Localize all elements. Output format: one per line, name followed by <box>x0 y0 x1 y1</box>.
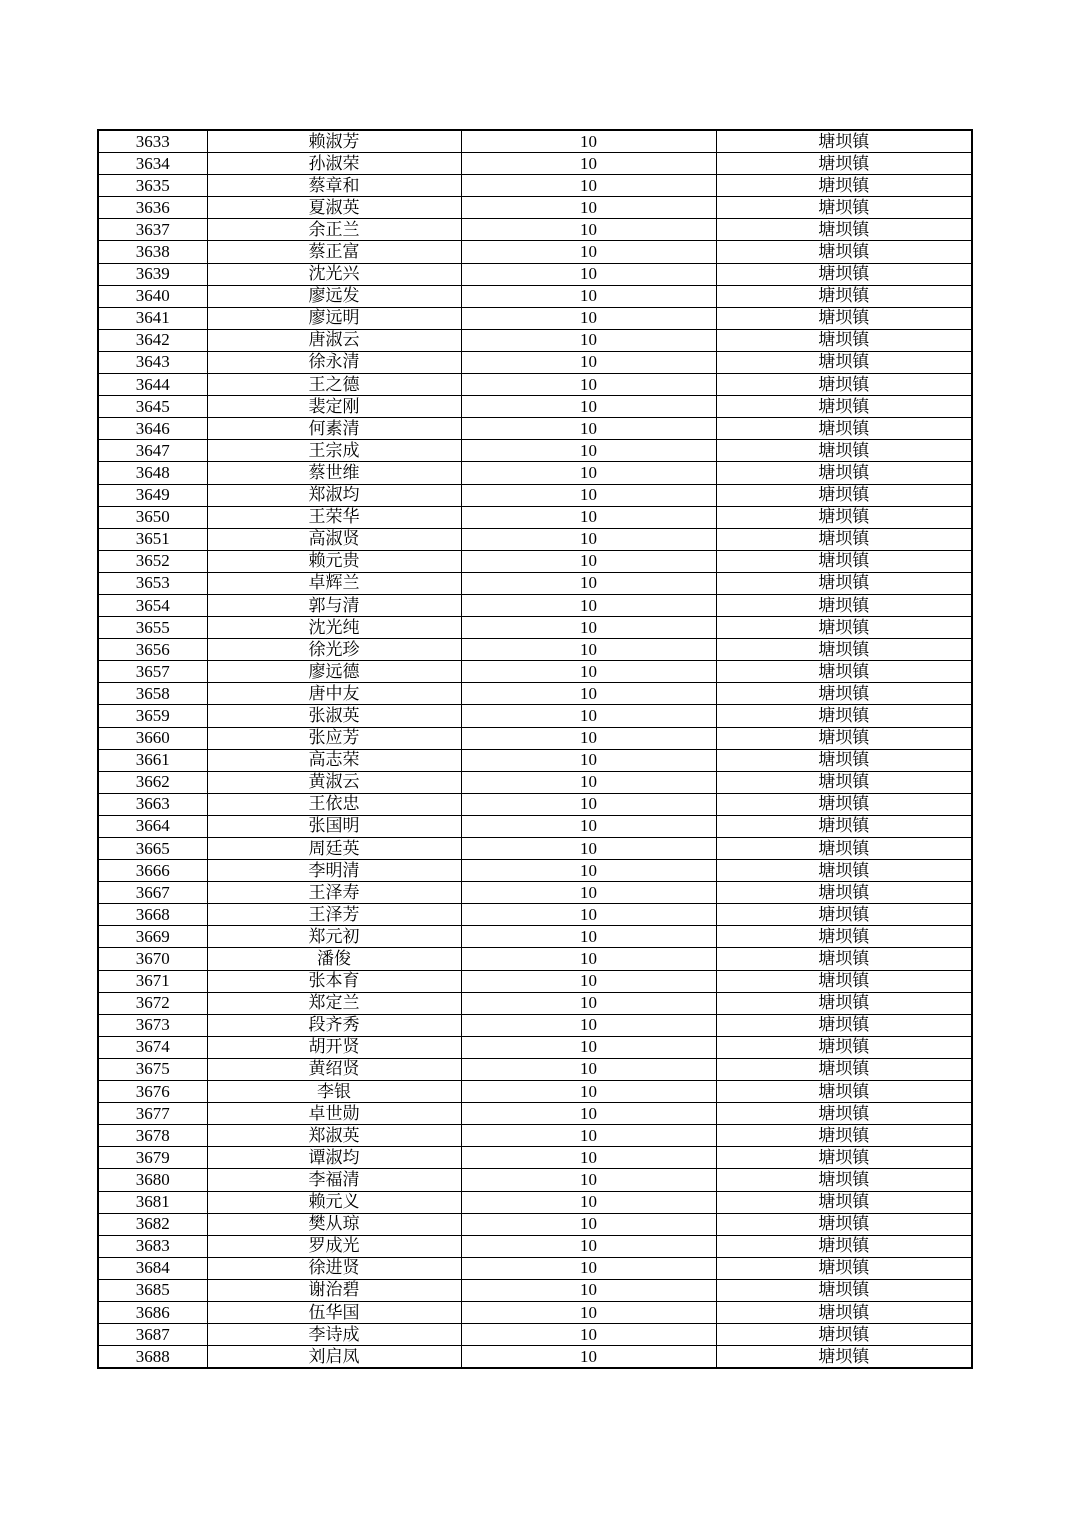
cell-amount: 10 <box>461 815 716 837</box>
cell-serial-number: 3647 <box>98 440 207 462</box>
table-row <box>98 396 972 418</box>
cell-person-name: 郑淑均 <box>207 484 461 506</box>
table-row <box>98 661 972 683</box>
cell-amount: 10 <box>461 1301 716 1323</box>
cell-serial-number: 3635 <box>98 175 207 197</box>
cell-serial-number: 3665 <box>98 838 207 860</box>
cell-amount: 10 <box>461 793 716 815</box>
table-row <box>98 329 972 351</box>
cell-town: 塘坝镇 <box>716 661 972 683</box>
cell-person-name: 王宗成 <box>207 440 461 462</box>
table-row <box>98 1125 972 1147</box>
cell-amount: 10 <box>461 175 716 197</box>
cell-person-name: 伍华国 <box>207 1301 461 1323</box>
cell-person-name: 廖远明 <box>207 307 461 329</box>
table-row <box>98 749 972 771</box>
table-row <box>98 153 972 175</box>
cell-amount: 10 <box>461 418 716 440</box>
cell-amount: 10 <box>461 528 716 550</box>
cell-amount: 10 <box>461 948 716 970</box>
cell-person-name: 王依忠 <box>207 793 461 815</box>
cell-serial-number: 3673 <box>98 1014 207 1036</box>
cell-amount: 10 <box>461 882 716 904</box>
cell-town: 塘坝镇 <box>716 1081 972 1103</box>
cell-town: 塘坝镇 <box>716 992 972 1014</box>
cell-town: 塘坝镇 <box>716 793 972 815</box>
cell-serial-number: 3683 <box>98 1235 207 1257</box>
cell-amount: 10 <box>461 1346 716 1369</box>
cell-person-name: 高淑贤 <box>207 528 461 550</box>
cell-person-name: 张本育 <box>207 970 461 992</box>
cell-person-name: 赖淑芳 <box>207 130 461 153</box>
cell-town: 塘坝镇 <box>716 926 972 948</box>
cell-amount: 10 <box>461 285 716 307</box>
table-row <box>98 440 972 462</box>
cell-town: 塘坝镇 <box>716 1125 972 1147</box>
cell-serial-number: 3671 <box>98 970 207 992</box>
cell-serial-number: 3677 <box>98 1103 207 1125</box>
cell-amount: 10 <box>461 329 716 351</box>
table-row <box>98 904 972 926</box>
cell-person-name: 郑定兰 <box>207 992 461 1014</box>
table-row <box>98 130 972 153</box>
table-row <box>98 1257 972 1279</box>
cell-town: 塘坝镇 <box>716 882 972 904</box>
cell-serial-number: 3652 <box>98 550 207 572</box>
cell-amount: 10 <box>461 970 716 992</box>
roster-table <box>97 129 973 1369</box>
cell-town: 塘坝镇 <box>716 594 972 616</box>
cell-amount: 10 <box>461 1036 716 1058</box>
cell-amount: 10 <box>461 1213 716 1235</box>
cell-town: 塘坝镇 <box>716 904 972 926</box>
table-row <box>98 307 972 329</box>
cell-serial-number: 3637 <box>98 219 207 241</box>
cell-town: 塘坝镇 <box>716 329 972 351</box>
cell-amount: 10 <box>461 1081 716 1103</box>
cell-serial-number: 3685 <box>98 1279 207 1301</box>
cell-amount: 10 <box>461 639 716 661</box>
cell-serial-number: 3638 <box>98 241 207 263</box>
cell-person-name: 郑元初 <box>207 926 461 948</box>
cell-amount: 10 <box>461 1235 716 1257</box>
cell-person-name: 刘启凤 <box>207 1346 461 1369</box>
cell-person-name: 李福清 <box>207 1169 461 1191</box>
cell-serial-number: 3674 <box>98 1036 207 1058</box>
cell-serial-number: 3656 <box>98 639 207 661</box>
cell-serial-number: 3686 <box>98 1301 207 1323</box>
cell-amount: 10 <box>461 396 716 418</box>
cell-town: 塘坝镇 <box>716 175 972 197</box>
cell-person-name: 黄淑云 <box>207 771 461 793</box>
cell-serial-number: 3636 <box>98 197 207 219</box>
cell-town: 塘坝镇 <box>716 1058 972 1080</box>
table-row <box>98 992 972 1014</box>
table-row <box>98 506 972 528</box>
cell-amount: 10 <box>461 374 716 396</box>
table-row <box>98 351 972 373</box>
cell-serial-number: 3682 <box>98 1213 207 1235</box>
table-row <box>98 1213 972 1235</box>
table-row <box>98 860 972 882</box>
cell-town: 塘坝镇 <box>716 307 972 329</box>
table-row <box>98 838 972 860</box>
cell-person-name: 何素清 <box>207 418 461 440</box>
cell-serial-number: 3651 <box>98 528 207 550</box>
cell-amount: 10 <box>461 926 716 948</box>
cell-serial-number: 3664 <box>98 815 207 837</box>
cell-town: 塘坝镇 <box>716 948 972 970</box>
cell-amount: 10 <box>461 1257 716 1279</box>
cell-amount: 10 <box>461 860 716 882</box>
table-row <box>98 617 972 639</box>
cell-person-name: 段齐秀 <box>207 1014 461 1036</box>
cell-person-name: 王荣华 <box>207 506 461 528</box>
cell-town: 塘坝镇 <box>716 219 972 241</box>
cell-person-name: 高志荣 <box>207 749 461 771</box>
cell-person-name: 赖元贵 <box>207 550 461 572</box>
cell-amount: 10 <box>461 130 716 153</box>
cell-serial-number: 3642 <box>98 329 207 351</box>
table-row <box>98 1324 972 1346</box>
table-row <box>98 1279 972 1301</box>
cell-amount: 10 <box>461 838 716 860</box>
cell-person-name: 蔡正富 <box>207 241 461 263</box>
cell-amount: 10 <box>461 683 716 705</box>
cell-serial-number: 3640 <box>98 285 207 307</box>
cell-serial-number: 3681 <box>98 1191 207 1213</box>
table-row <box>98 882 972 904</box>
cell-town: 塘坝镇 <box>716 440 972 462</box>
cell-town: 塘坝镇 <box>716 617 972 639</box>
cell-person-name: 裴定刚 <box>207 396 461 418</box>
cell-serial-number: 3676 <box>98 1081 207 1103</box>
cell-town: 塘坝镇 <box>716 1103 972 1125</box>
cell-amount: 10 <box>461 263 716 285</box>
cell-town: 塘坝镇 <box>716 1324 972 1346</box>
table-row <box>98 175 972 197</box>
table-row <box>98 197 972 219</box>
cell-town: 塘坝镇 <box>716 1213 972 1235</box>
cell-amount: 10 <box>461 1147 716 1169</box>
cell-town: 塘坝镇 <box>716 705 972 727</box>
table-row <box>98 970 972 992</box>
cell-town: 塘坝镇 <box>716 1257 972 1279</box>
cell-person-name: 潘俊 <box>207 948 461 970</box>
cell-town: 塘坝镇 <box>716 263 972 285</box>
cell-amount: 10 <box>461 484 716 506</box>
cell-person-name: 黄绍贤 <box>207 1058 461 1080</box>
cell-person-name: 廖远德 <box>207 661 461 683</box>
cell-amount: 10 <box>461 727 716 749</box>
cell-amount: 10 <box>461 1125 716 1147</box>
cell-amount: 10 <box>461 572 716 594</box>
cell-serial-number: 3648 <box>98 462 207 484</box>
cell-amount: 10 <box>461 1058 716 1080</box>
table-row <box>98 705 972 727</box>
cell-amount: 10 <box>461 197 716 219</box>
cell-town: 塘坝镇 <box>716 1346 972 1369</box>
table-row <box>98 926 972 948</box>
table-row <box>98 285 972 307</box>
cell-person-name: 廖远发 <box>207 285 461 307</box>
cell-amount: 10 <box>461 1324 716 1346</box>
cell-serial-number: 3655 <box>98 617 207 639</box>
cell-serial-number: 3672 <box>98 992 207 1014</box>
table-row <box>98 594 972 616</box>
table-row <box>98 1081 972 1103</box>
cell-person-name: 赖元义 <box>207 1191 461 1213</box>
cell-serial-number: 3678 <box>98 1125 207 1147</box>
table-row <box>98 528 972 550</box>
cell-person-name: 郭与清 <box>207 594 461 616</box>
cell-town: 塘坝镇 <box>716 970 972 992</box>
cell-person-name: 卓世勋 <box>207 1103 461 1125</box>
cell-town: 塘坝镇 <box>716 197 972 219</box>
cell-person-name: 徐光珍 <box>207 639 461 661</box>
cell-town: 塘坝镇 <box>716 351 972 373</box>
roster-table-body <box>98 130 972 1368</box>
cell-town: 塘坝镇 <box>716 727 972 749</box>
table-row <box>98 1103 972 1125</box>
cell-town: 塘坝镇 <box>716 285 972 307</box>
cell-town: 塘坝镇 <box>716 1014 972 1036</box>
cell-person-name: 唐中友 <box>207 683 461 705</box>
cell-person-name: 李银 <box>207 1081 461 1103</box>
table-row <box>98 550 972 572</box>
cell-town: 塘坝镇 <box>716 860 972 882</box>
cell-town: 塘坝镇 <box>716 462 972 484</box>
cell-amount: 10 <box>461 705 716 727</box>
table-row <box>98 639 972 661</box>
cell-serial-number: 3639 <box>98 263 207 285</box>
cell-serial-number: 3661 <box>98 749 207 771</box>
cell-serial-number: 3663 <box>98 793 207 815</box>
cell-person-name: 郑淑英 <box>207 1125 461 1147</box>
table-row <box>98 263 972 285</box>
cell-amount: 10 <box>461 506 716 528</box>
table-row <box>98 815 972 837</box>
table-row <box>98 771 972 793</box>
cell-serial-number: 3675 <box>98 1058 207 1080</box>
cell-person-name: 王之德 <box>207 374 461 396</box>
cell-person-name: 罗成光 <box>207 1235 461 1257</box>
cell-person-name: 谢治碧 <box>207 1279 461 1301</box>
cell-serial-number: 3633 <box>98 130 207 153</box>
cell-amount: 10 <box>461 594 716 616</box>
table-row <box>98 683 972 705</box>
cell-amount: 10 <box>461 462 716 484</box>
cell-serial-number: 3646 <box>98 418 207 440</box>
cell-amount: 10 <box>461 1103 716 1125</box>
cell-amount: 10 <box>461 351 716 373</box>
cell-amount: 10 <box>461 1169 716 1191</box>
table-row <box>98 219 972 241</box>
cell-serial-number: 3679 <box>98 1147 207 1169</box>
table-row <box>98 572 972 594</box>
cell-serial-number: 3654 <box>98 594 207 616</box>
cell-serial-number: 3688 <box>98 1346 207 1369</box>
cell-serial-number: 3666 <box>98 860 207 882</box>
cell-person-name: 李诗成 <box>207 1324 461 1346</box>
cell-amount: 10 <box>461 219 716 241</box>
cell-person-name: 唐淑云 <box>207 329 461 351</box>
cell-town: 塘坝镇 <box>716 639 972 661</box>
cell-amount: 10 <box>461 749 716 771</box>
cell-serial-number: 3660 <box>98 727 207 749</box>
cell-person-name: 沈光兴 <box>207 263 461 285</box>
cell-serial-number: 3668 <box>98 904 207 926</box>
cell-amount: 10 <box>461 307 716 329</box>
cell-person-name: 胡开贤 <box>207 1036 461 1058</box>
cell-serial-number: 3667 <box>98 882 207 904</box>
cell-serial-number: 3643 <box>98 351 207 373</box>
cell-serial-number: 3634 <box>98 153 207 175</box>
cell-person-name: 蔡章和 <box>207 175 461 197</box>
cell-town: 塘坝镇 <box>716 683 972 705</box>
table-row <box>98 1191 972 1213</box>
cell-person-name: 卓辉兰 <box>207 572 461 594</box>
cell-town: 塘坝镇 <box>716 550 972 572</box>
cell-town: 塘坝镇 <box>716 241 972 263</box>
cell-serial-number: 3684 <box>98 1257 207 1279</box>
cell-person-name: 蔡世维 <box>207 462 461 484</box>
cell-serial-number: 3669 <box>98 926 207 948</box>
table-row <box>98 1014 972 1036</box>
cell-person-name: 余正兰 <box>207 219 461 241</box>
cell-person-name: 张应芳 <box>207 727 461 749</box>
cell-town: 塘坝镇 <box>716 771 972 793</box>
cell-town: 塘坝镇 <box>716 1147 972 1169</box>
cell-serial-number: 3680 <box>98 1169 207 1191</box>
cell-person-name: 王泽寿 <box>207 882 461 904</box>
cell-amount: 10 <box>461 440 716 462</box>
cell-person-name: 李明清 <box>207 860 461 882</box>
cell-person-name: 徐永清 <box>207 351 461 373</box>
table-row <box>98 948 972 970</box>
cell-serial-number: 3641 <box>98 307 207 329</box>
table-row <box>98 418 972 440</box>
table-row <box>98 241 972 263</box>
cell-serial-number: 3653 <box>98 572 207 594</box>
cell-town: 塘坝镇 <box>716 572 972 594</box>
cell-town: 塘坝镇 <box>716 484 972 506</box>
table-row <box>98 1346 972 1369</box>
cell-person-name: 孙淑荣 <box>207 153 461 175</box>
table-row <box>98 1036 972 1058</box>
cell-amount: 10 <box>461 1191 716 1213</box>
cell-person-name: 沈光纯 <box>207 617 461 639</box>
cell-amount: 10 <box>461 241 716 263</box>
cell-amount: 10 <box>461 617 716 639</box>
cell-town: 塘坝镇 <box>716 1235 972 1257</box>
cell-serial-number: 3670 <box>98 948 207 970</box>
cell-amount: 10 <box>461 1279 716 1301</box>
cell-person-name: 张淑英 <box>207 705 461 727</box>
cell-town: 塘坝镇 <box>716 396 972 418</box>
cell-amount: 10 <box>461 661 716 683</box>
cell-serial-number: 3645 <box>98 396 207 418</box>
table-row <box>98 484 972 506</box>
cell-amount: 10 <box>461 153 716 175</box>
cell-amount: 10 <box>461 992 716 1014</box>
cell-serial-number: 3658 <box>98 683 207 705</box>
cell-person-name: 徐进贤 <box>207 1257 461 1279</box>
cell-person-name: 周廷英 <box>207 838 461 860</box>
cell-town: 塘坝镇 <box>716 1036 972 1058</box>
cell-person-name: 王泽芳 <box>207 904 461 926</box>
cell-town: 塘坝镇 <box>716 1301 972 1323</box>
cell-town: 塘坝镇 <box>716 838 972 860</box>
cell-serial-number: 3662 <box>98 771 207 793</box>
cell-person-name: 谭淑均 <box>207 1147 461 1169</box>
cell-serial-number: 3650 <box>98 506 207 528</box>
cell-town: 塘坝镇 <box>716 815 972 837</box>
table-row <box>98 1058 972 1080</box>
table-row <box>98 1147 972 1169</box>
cell-amount: 10 <box>461 1014 716 1036</box>
cell-town: 塘坝镇 <box>716 1169 972 1191</box>
cell-serial-number: 3644 <box>98 374 207 396</box>
cell-person-name: 樊从琼 <box>207 1213 461 1235</box>
cell-serial-number: 3657 <box>98 661 207 683</box>
cell-serial-number: 3649 <box>98 484 207 506</box>
cell-serial-number: 3687 <box>98 1324 207 1346</box>
cell-town: 塘坝镇 <box>716 153 972 175</box>
table-row <box>98 374 972 396</box>
table-row <box>98 1301 972 1323</box>
cell-person-name: 夏淑英 <box>207 197 461 219</box>
table-row <box>98 1169 972 1191</box>
cell-town: 塘坝镇 <box>716 528 972 550</box>
cell-town: 塘坝镇 <box>716 1279 972 1301</box>
cell-town: 塘坝镇 <box>716 749 972 771</box>
cell-town: 塘坝镇 <box>716 374 972 396</box>
cell-amount: 10 <box>461 771 716 793</box>
table-row <box>98 462 972 484</box>
cell-person-name: 张国明 <box>207 815 461 837</box>
cell-town: 塘坝镇 <box>716 506 972 528</box>
cell-serial-number: 3659 <box>98 705 207 727</box>
cell-amount: 10 <box>461 904 716 926</box>
cell-town: 塘坝镇 <box>716 130 972 153</box>
table-row <box>98 1235 972 1257</box>
table-row <box>98 727 972 749</box>
cell-town: 塘坝镇 <box>716 1191 972 1213</box>
table-row <box>98 793 972 815</box>
cell-town: 塘坝镇 <box>716 418 972 440</box>
cell-amount: 10 <box>461 550 716 572</box>
